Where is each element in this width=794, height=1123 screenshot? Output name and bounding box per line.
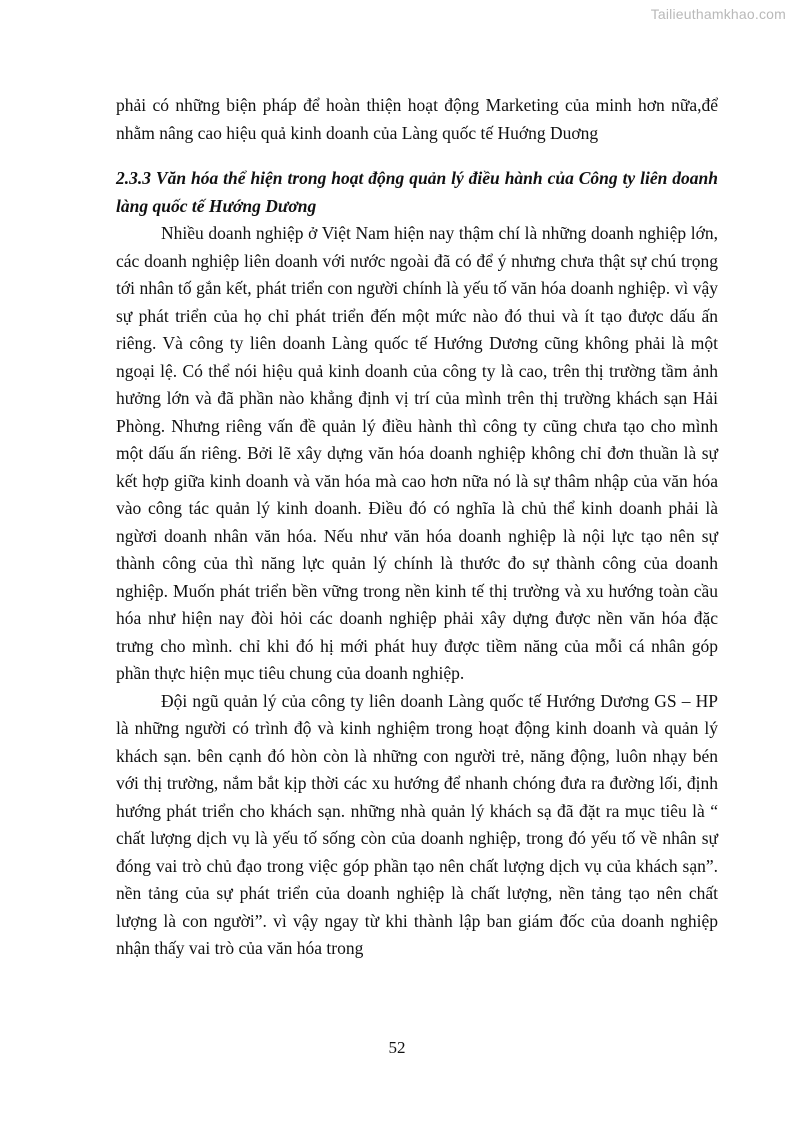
paragraph-1: Nhiều doanh nghiệp ở Việt Nam hiện nay thậm chí là những doanh nghiệp lớn, các doanh nghiệp liên doanh với nước ngoài đã có để ý nhưng chưa thật sự chú trọng tới nhân tố gắn kết, phát triển con người chính là yếu tố văn hóa doanh nghiệp. vì vậy sự phát triển của họ chỉ phát triển đến một mức nào đó thui và ít tạo được dấu ấn riêng. Và công ty liên doanh Làng quốc tế Hướng Dương cũng không phải là một ngoại lệ. Có thể nói hiệu quả kinh doanh của công ty là cao, trên thị trường tầm ảnh hưởng lớn và đã phần nào khẳng định vị trí của mình trên thị trường khách sạn Hải Phòng. Nhưng riêng vấn đề quản lý điều hành thì công ty cũng chưa tạo cho mình một dấu ấn riêng. Bởi lẽ xây dựng văn hóa doanh nghiệp không chỉ đơn thuần là sự kết hợp giữa kinh doanh và văn hóa mà cao hơn nữa nó là sự thâm nhập của văn hóa vào công tác quản lý kinh doanh. Điều đó có nghĩa là chủ thể kinh doanh phải là ngừơi doanh nhân văn hóa. Nếu như văn hóa doanh nghiệp là nội lực tạo nên sự thành công của thì năng lực quản lý chính là thước đo sự thành công của doanh nghiệp. Muốn phát triển bền vững trong nền kinh tế thị trường và xu hướng toàn cầu hóa như hiện nay đòi hỏi các doanh nghiệp phải xây dựng được nền văn hóa đặc trưng cho mình. chỉ khi đó hị mới phát huy được tiềm năng của mỗi cá nhân góp phần thực hiện mục tiêu chung của doanh nghiệp. (116, 223, 718, 683)
paragraph-2: Đội ngũ quản lý của công ty liên doanh Làng quốc tế Hướng Dương GS – HP là những người có trình độ và kinh nghiệm trong hoạt động kinh doanh và quản lý khách sạn. bên cạnh đó hòn còn là những con người trẻ, năng động, luôn nhạy bén với thị trường, nắm bắt kịp thời các xu hướng để nhanh chóng đưa ra đường lối, định hướng phát triển cho khách sạn. những nhà quản lý khách sạ đã đặt ra mục tiêu là “ chất lượng dịch vụ là yếu tố sống còn của doanh nghiệp, trong đó yếu tố về nhân sự đóng vai trò chủ đạo trong việc góp phần tạo nên chất lượng dịch vụ của khách sạn”. nền tảng của sự phát triển của doanh nghiệp là chất lượng, nền tảng tạo nên chất lượng là con người”. vì vậy ngay từ khi thành lập ban giám đốc của doanh nghiệp nhận thấy vai trò của văn hóa trong (116, 690, 718, 958)
document-body (116, 92, 718, 963)
section-heading: 2.3.3 Văn hóa thể hiện trong hoạt động quản lý điều hành của Công ty liên doanh làng quốc tế Hướng Dương (116, 168, 718, 216)
page-number: 52 (388, 1038, 406, 1057)
paragraph-intro: phải có những biện pháp để hoàn thiện hoạt động Marketing của minh hơn nữa,để nhằm nâng cao hiệu quả kinh doanh của Làng quốc tế Huớng Duơng (116, 95, 718, 143)
watermark: Tailieuthamkhao.com (650, 6, 786, 22)
